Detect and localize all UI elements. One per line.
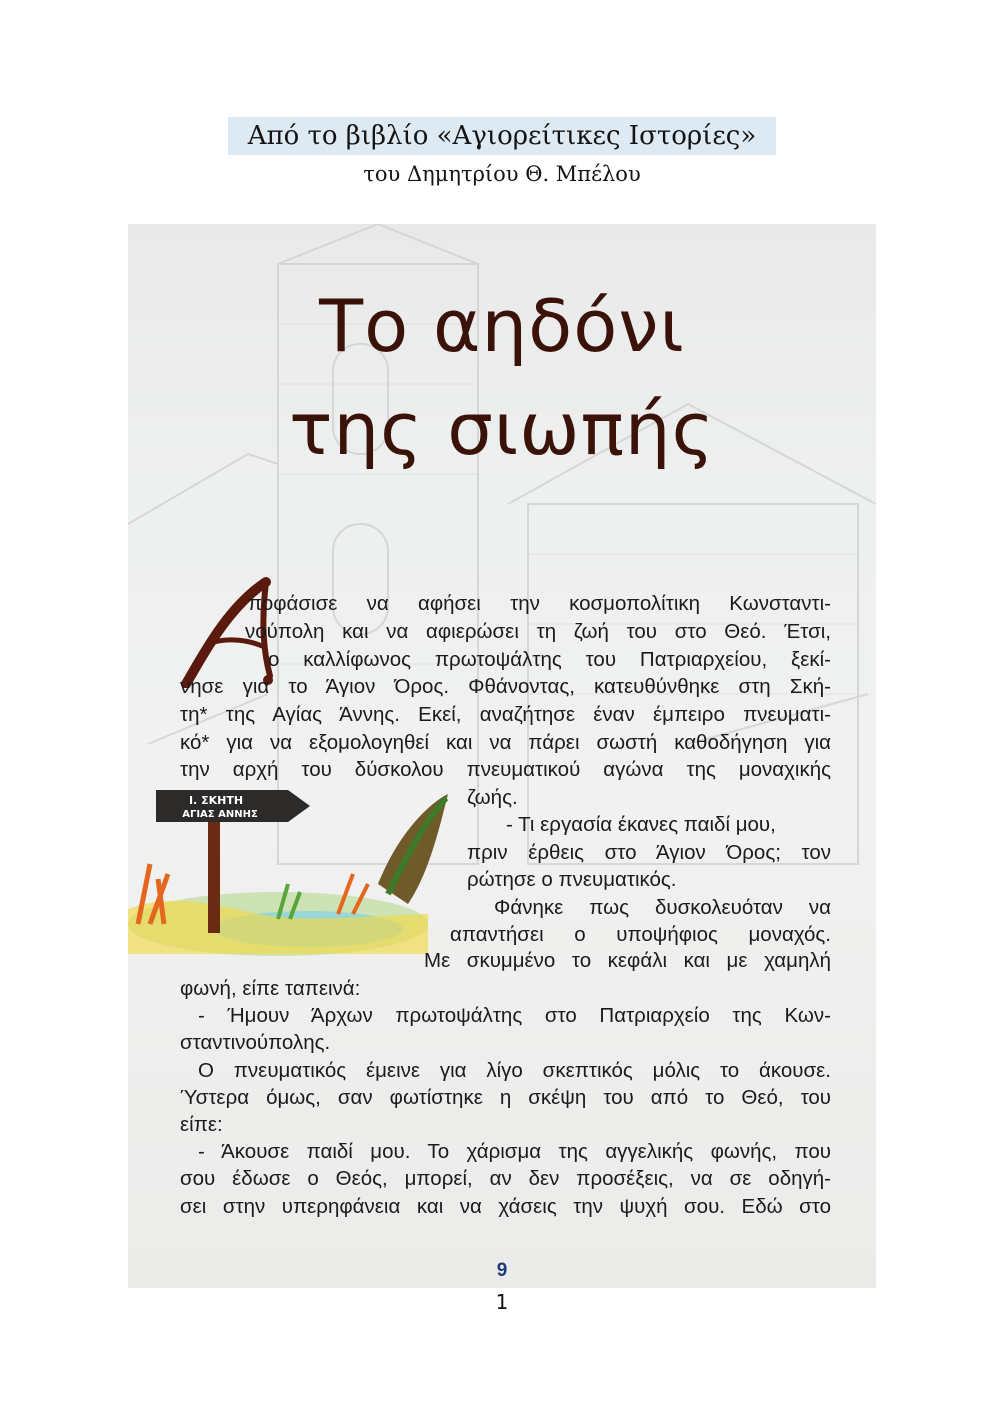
- body-line-23: σει στην υπερηφάνεια και να χάσεις την ψυχή σου. Εδώ στο: [180, 1195, 831, 1218]
- scanned-book-page: [128, 224, 876, 1288]
- body-line-22: σου έδωσε ο Θεός, μπορεί, αν δεν προσέξεις, να σε οδηγή-: [180, 1167, 831, 1190]
- body-line-2: νούπολη και να αφιερώσει τη ζωή του στο Θεό. Έτσι,: [245, 620, 831, 643]
- sign-text-line-1: Ι. ΣΚΗΤΗ: [188, 794, 244, 807]
- body-line-18: Ο πνευματικός έμεινε για λίγο σκεπτικός μόλις το άκουσε.: [198, 1059, 831, 1082]
- body-line-17: σταντινούπολης.: [180, 1031, 331, 1054]
- chapter-title-line-1: Το αηδόνι: [319, 284, 685, 368]
- document-page-number: 1: [495, 1290, 509, 1314]
- body-line-6: κό* για να εξομολογηθεί και να πάρει σωστή καθοδήγηση για: [180, 731, 831, 754]
- body-line-12: Φάνηκε πως δυσκολευόταν να: [494, 896, 831, 919]
- body-line-9: - Τι εργασία έκανες παιδί μου,: [506, 813, 776, 836]
- body-line-14: Με σκυμμένο το κεφάλι και με χαμηλή: [424, 949, 831, 972]
- body-line-4: νησε για το Άγιον Όρος. Φθάνοντας, κατευθύνθηκε στη Σκή-: [180, 675, 831, 698]
- skete-sign-illustration: [128, 784, 458, 964]
- body-line-1: ποφάσισε να αφήσει την κοσμοπολίτικη Κωνσταντι-: [248, 592, 831, 615]
- document-subtitle: του Δημητρίου Θ. Μπέλου: [363, 162, 641, 186]
- body-line-13: απαντήσει ο υποψήφιος μοναχός.: [450, 923, 831, 946]
- body-line-10: πριν έρθεις στο Άγιον Όρος; τον: [467, 841, 831, 864]
- body-line-8: ζωής.: [467, 786, 518, 809]
- body-line-20: είπε:: [180, 1113, 223, 1136]
- document-title: Από το βιβλίο «Αγιορείτικες Ιστορίες»: [228, 117, 776, 155]
- monastery-background-illustration: [128, 224, 876, 1288]
- book-page-number: 9: [496, 1260, 508, 1281]
- body-line-5: τη* της Αγίας Άννης. Εκεί, αναζήτησε έναν έμπειρο πνευματι-: [180, 703, 831, 726]
- body-line-3: ο καλλίφωνος πρωτοψάλτης του Πατριαρχείου, ξεκί-: [268, 648, 831, 671]
- body-line-7: την αρχή του δύσκολου πνευματικού αγώνα της μοναχικής: [180, 758, 831, 781]
- sign-text-line-2: ΑΓΙΑΣ ΑΝΝΗΣ: [182, 809, 258, 820]
- body-line-15: φωνή, είπε ταπεινά:: [180, 977, 361, 1000]
- chapter-title-line-2: της σιωπής: [289, 387, 715, 471]
- body-line-21: - Άκουσε παιδί μου. Το χάρισμα της αγγελικής φωνής, που: [198, 1140, 831, 1163]
- body-line-19: Ύστερα όμως, σαν φωτίστηκε η σκέψη του από το Θεό, του: [180, 1086, 831, 1109]
- body-line-16: - Ήμουν Άρχων πρωτοψάλτης στο Πατριαρχείο της Κων-: [198, 1004, 831, 1027]
- body-line-11: ρώτησε ο πνευματικός.: [467, 868, 677, 891]
